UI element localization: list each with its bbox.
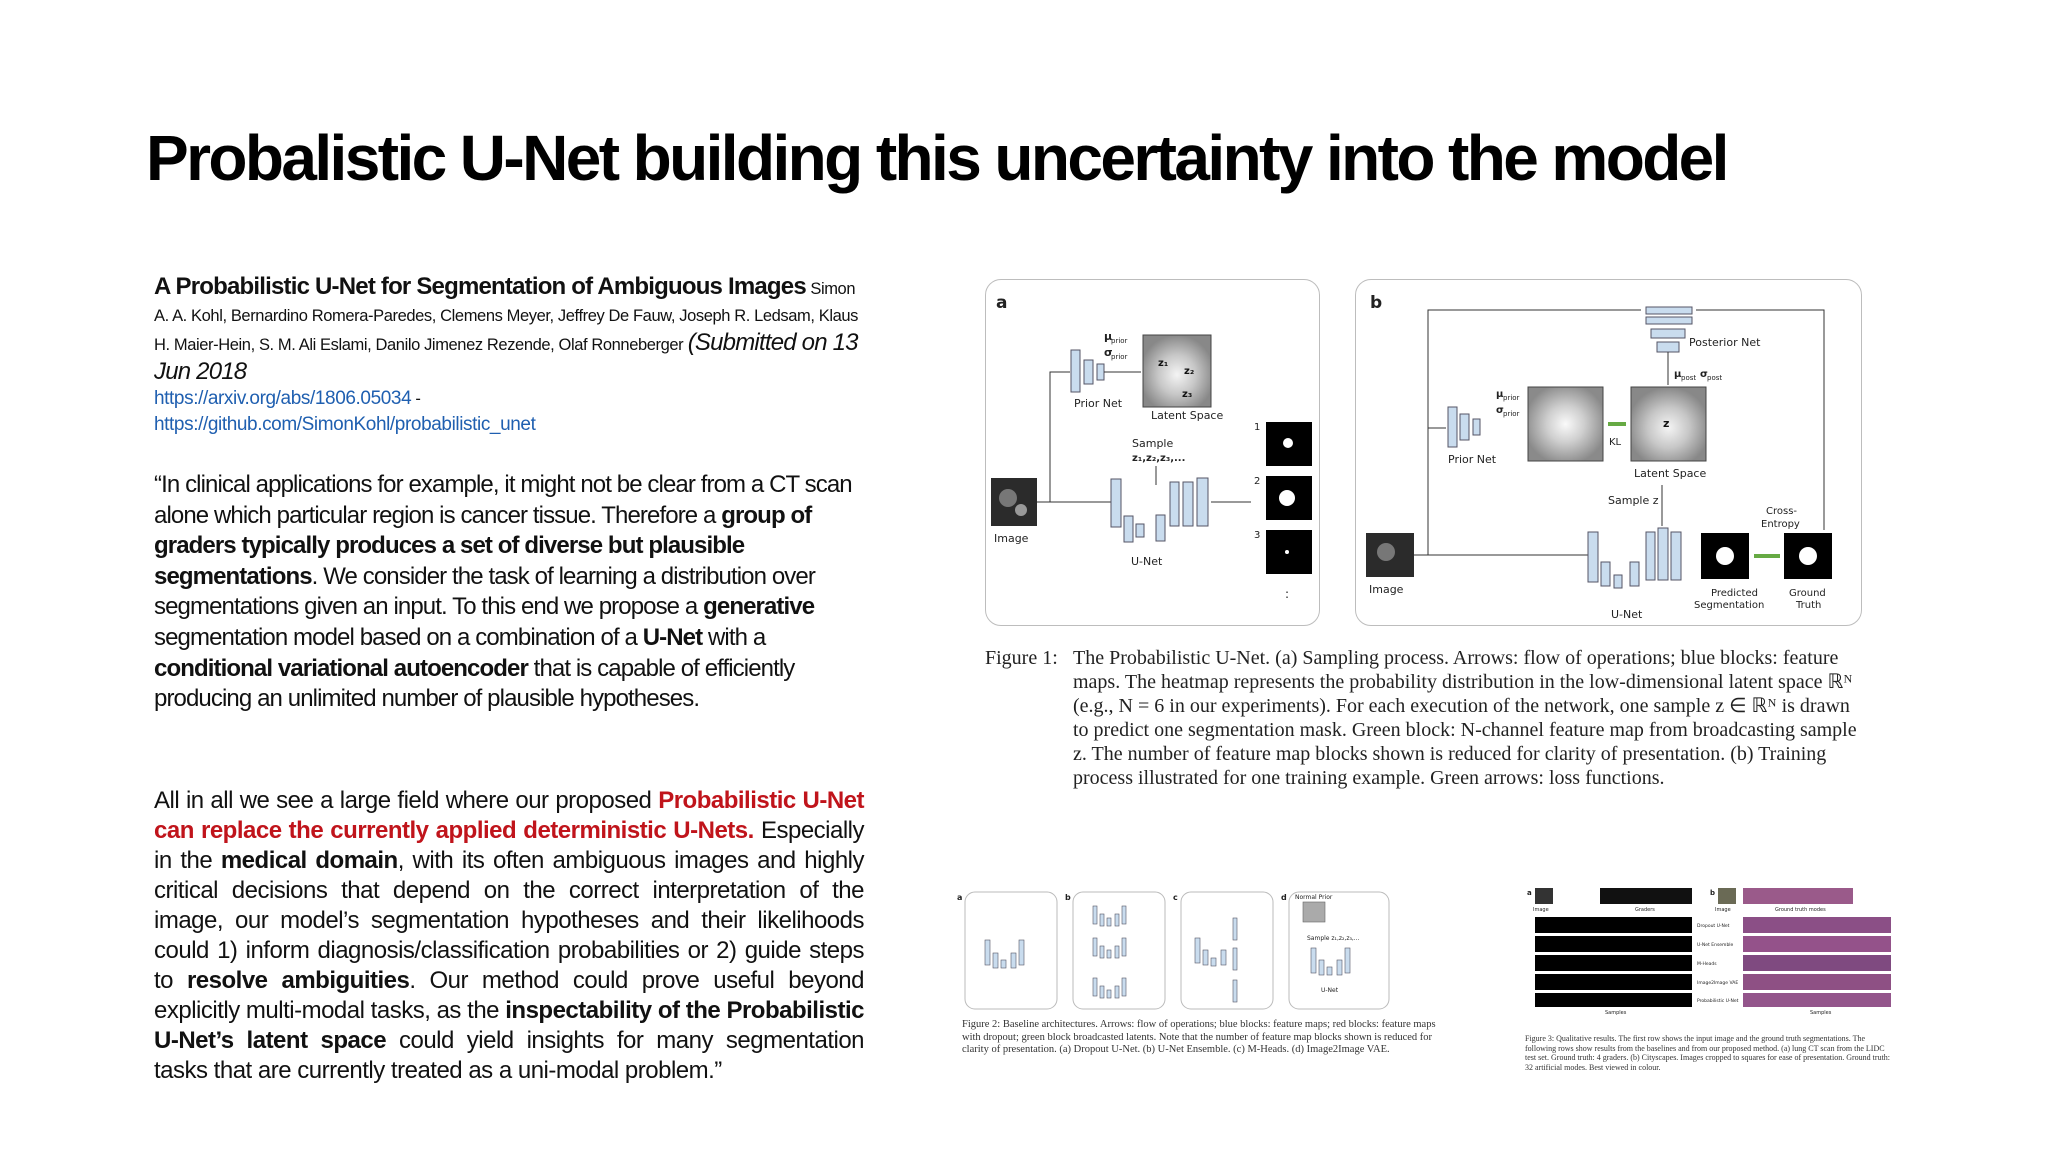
unet-label: U-Net bbox=[1321, 987, 1339, 994]
ct-texture bbox=[999, 489, 1017, 507]
z3-label: z₃ bbox=[1182, 389, 1193, 400]
arxiv-link[interactable]: https://arxiv.org/abs/1806.05034 bbox=[154, 388, 412, 409]
sigma-subscript: prior bbox=[1503, 410, 1520, 418]
paper-submitted-date: (Submitted on 13 Jun 2018 bbox=[154, 329, 858, 385]
sample-z-label: Sample z bbox=[1608, 494, 1659, 507]
feature-block bbox=[1473, 419, 1480, 435]
sigma-subscript: prior bbox=[1111, 353, 1128, 361]
paper-reference bbox=[154, 270, 864, 437]
feature-block bbox=[1448, 407, 1457, 447]
quote-bold: generative bbox=[703, 593, 815, 621]
predicted-label: Segmentation bbox=[1694, 600, 1765, 611]
row-label: M-Heads bbox=[1697, 962, 1717, 967]
latent-space-heatmap bbox=[1143, 335, 1211, 407]
posterior-net-label: Posterior Net bbox=[1689, 336, 1761, 349]
sigma-subscript: post bbox=[1707, 374, 1723, 382]
flow-arrow bbox=[1050, 372, 1070, 502]
mask-blob bbox=[1799, 547, 1817, 565]
figure1-caption bbox=[985, 646, 1865, 790]
unet-block bbox=[1658, 528, 1668, 580]
mu-symbol: μ bbox=[1104, 330, 1113, 343]
unet-block bbox=[1601, 562, 1610, 586]
panel-letter: a bbox=[1527, 889, 1532, 897]
quote-bold: U-Net bbox=[642, 623, 703, 651]
feature-block bbox=[1071, 350, 1080, 392]
kl-label: KL bbox=[1609, 437, 1622, 448]
sample-number: 2 bbox=[1254, 476, 1261, 487]
caption-text: The Probabilistic U-Net. (a) Sampling process. Arrows: flow of operations; blue blocks: feature maps. The heatmap represents the probability distribution in the low-dimensional latent space ℝᴺ (e.g., N = 6 in our experiments). For each execution of the network, one sample z ∈ ℝᴺ is drawn to predict one segmentation mask. Green block: N-channel feature map from broadcasting sample z. The number of feature map blocks shown is reduced for clarity of presentation. (b) Training process illustrated for one training example. Green arrows: loss functions. bbox=[1073, 647, 1857, 789]
feature-block bbox=[1657, 342, 1679, 352]
panel-letter: b bbox=[1710, 889, 1716, 897]
sample-z-label: z₁,z₂,z₃,... bbox=[1132, 453, 1186, 464]
ct-texture bbox=[1015, 504, 1027, 516]
cross-entropy-label: Cross- bbox=[1766, 506, 1798, 517]
feature-block bbox=[1646, 317, 1692, 324]
prior-net-label: Prior Net bbox=[1074, 397, 1123, 410]
mask-blob bbox=[1283, 438, 1293, 448]
predicted-label: Predicted bbox=[1711, 588, 1758, 599]
mu-symbol: μ bbox=[1674, 369, 1682, 380]
mu-subscript: prior bbox=[1111, 337, 1128, 345]
slide-title: Probalistic U-Net building this uncertainty into the model bbox=[146, 122, 1727, 194]
unet-block bbox=[1197, 478, 1208, 526]
quote-text: with a bbox=[702, 623, 766, 651]
github-link[interactable]: https://github.com/SimonKohl/probabilistic_unet bbox=[154, 414, 536, 435]
figure3-grid bbox=[1525, 885, 1895, 1015]
panel-letter: d bbox=[1281, 893, 1287, 902]
feature-block bbox=[1460, 414, 1469, 440]
unet-block bbox=[1614, 575, 1622, 588]
prior-heatmap bbox=[1528, 387, 1603, 461]
quote-bold: group of graders typically produces a set of diverse but plausible segmentations bbox=[154, 501, 812, 590]
caption-label: Figure 1: bbox=[985, 647, 1058, 669]
figure2 bbox=[955, 888, 1435, 1013]
feature-block bbox=[1646, 307, 1692, 314]
latent-space-label: Latent Space bbox=[1151, 409, 1224, 422]
paper-title: A Probabilistic U-Net for Segmentation of Ambiguous Images bbox=[154, 273, 806, 300]
input-image-thumb bbox=[1535, 888, 1553, 904]
unet-block bbox=[1646, 532, 1655, 580]
unet-block bbox=[1183, 482, 1193, 526]
quote-text: segmentation model based on a combination of a bbox=[154, 623, 643, 651]
column-label: Samples bbox=[1810, 1010, 1832, 1015]
prior-net-label: Prior Net bbox=[1448, 453, 1497, 466]
feature-block bbox=[1097, 364, 1104, 380]
z2-label: z₂ bbox=[1184, 366, 1195, 377]
normal-prior-label: Normal Prior bbox=[1295, 894, 1333, 901]
row-label: Probabilistic U-Net bbox=[1697, 999, 1739, 1004]
unet-block bbox=[1136, 524, 1144, 537]
figure3-caption: Figure 3: Qualitative results. The first row shows the input image and the ground truth segmentations. The following rows show results from the baselines and from our proposed method. (a) lung CT scan from the LIDC test set. Ground truth: 4 graders. (b) Cityscapes. Images cropped to squares for ease of presentation. Ground truth: 32 artificial modes. Best viewed in colour. bbox=[1525, 1034, 1891, 1072]
mask-blob bbox=[1279, 490, 1295, 506]
quote-bold: conditional variational autoencoder bbox=[154, 654, 528, 682]
unet-block bbox=[1156, 515, 1165, 541]
column-label: Ground truth modes bbox=[1775, 907, 1826, 913]
sigma-symbol: σ bbox=[1104, 346, 1113, 359]
quote-bold: inspectability of the Probabilistic U-Net’s latent space bbox=[154, 997, 864, 1054]
panel-letter: a bbox=[957, 893, 963, 902]
mu-symbol: μ bbox=[1496, 389, 1504, 400]
abstract-quote bbox=[154, 470, 864, 715]
panel-letter: b bbox=[1065, 893, 1071, 902]
quote-text: could yield insights for many segmentation tasks that are currently treated as a uni-modal problem.” bbox=[154, 1027, 865, 1084]
z1-label: z₁ bbox=[1158, 358, 1169, 369]
mask-blob bbox=[1716, 547, 1734, 565]
ground-truth-label: Truth bbox=[1796, 600, 1822, 611]
input-image-thumb bbox=[1718, 888, 1736, 904]
quote-text: Especially in the bbox=[154, 817, 865, 874]
column-label: Samples bbox=[1605, 1010, 1627, 1015]
row-label: Image2Image VAE bbox=[1697, 981, 1739, 986]
quote-bold: medical domain bbox=[220, 847, 398, 874]
more-samples-dots: : bbox=[1285, 587, 1290, 601]
cross-entropy-label: Entropy bbox=[1761, 519, 1800, 530]
unet-block bbox=[1671, 532, 1681, 580]
z-label: z bbox=[1663, 417, 1670, 430]
normal-prior-heatmap bbox=[1303, 902, 1325, 922]
ct-texture bbox=[1377, 543, 1395, 561]
panel-letter: b bbox=[1370, 293, 1383, 313]
quote-text: All in all we see a large field where our proposed bbox=[154, 787, 659, 814]
unet-label: U-Net bbox=[1611, 608, 1643, 621]
ground-truth-strip bbox=[1743, 888, 1853, 904]
sample-number: 3 bbox=[1254, 530, 1261, 541]
panel-letter: a bbox=[996, 293, 1008, 313]
unet-block bbox=[1588, 532, 1598, 582]
unet-block bbox=[1111, 479, 1121, 527]
graders-strip bbox=[1600, 888, 1692, 904]
figure1-panel-b-diagram bbox=[1356, 280, 1861, 625]
quote-highlight: Probabilistic U-Net can replace the currently applied deterministic U-Nets. bbox=[154, 787, 864, 844]
column-label: Image bbox=[1715, 907, 1731, 913]
row-label: U-Net Ensemble bbox=[1697, 943, 1734, 948]
sample-number: 1 bbox=[1254, 422, 1261, 433]
unet-label: U-Net bbox=[1131, 555, 1163, 568]
image-label: Image bbox=[1369, 583, 1404, 596]
figure2-panel-a bbox=[965, 892, 1057, 1009]
panel-letter: c bbox=[1173, 893, 1178, 902]
figure1-panel-a-diagram bbox=[986, 280, 1319, 625]
unet-block bbox=[1124, 516, 1133, 542]
feature-block bbox=[1084, 360, 1093, 384]
mu-subscript: prior bbox=[1503, 394, 1520, 402]
figure1-panel-a bbox=[985, 279, 1320, 626]
quote-bold: resolve ambiguities bbox=[186, 967, 410, 994]
feature-block bbox=[1651, 329, 1685, 338]
quote-text: , with its often ambiguous images and highly critical decisions that depend on the correct interpretation of the image, our model’s segmentation hypotheses and their likelihoods could 1) inform diagnosis/classification probabilities or 2) guide steps to bbox=[154, 847, 864, 994]
column-label: Graders bbox=[1635, 907, 1655, 913]
quote-text: that is capable of efficiently producing an unlimited number of plausible hypotheses. bbox=[154, 654, 795, 713]
quote-text: “In clinical applications for example, it might not be clear from a CT scan alone which particular region is cancer tissue. Therefore a bbox=[154, 471, 852, 529]
unet-block bbox=[1170, 482, 1179, 526]
latent-space-label: Latent Space bbox=[1634, 467, 1707, 480]
paper-authors: Simon A. A. Kohl, Bernardino Romera-Paredes, Clemens Meyer, Jeffrey De Fauw, Joseph R. Ledsam, Klaus H. Maier-Hein, S. M. Ali Eslami, Danilo Jimenez Rezende, Olaf Ronneberger bbox=[154, 280, 859, 354]
sample-label: Sample bbox=[1132, 437, 1174, 450]
unet-block bbox=[1630, 562, 1639, 586]
figure2-caption: Figure 2: Baseline architectures. Arrows: flow of operations; blue blocks: feature maps; red blocks: feature maps with dropout; green block broadcasted latents. Note that the number of feature map blocks shown is reduced for clarity of presentation. (a) Dropout U-Net. (b) U-Net Ensemble. (c) M-Heads. (d) Image2Image VAE. bbox=[962, 1019, 1436, 1055]
image-label: Image bbox=[994, 532, 1029, 545]
row-label: Dropout U-Net bbox=[1697, 924, 1730, 929]
sample-label: Sample z₁,z₂,z₃,... bbox=[1307, 935, 1360, 942]
figure1-panel-b bbox=[1355, 279, 1862, 626]
mu-subscript: post bbox=[1681, 374, 1697, 382]
quote-text: . Our method could prove useful beyond explicitly multi-modal tasks, as the bbox=[154, 967, 864, 1024]
mask-blob bbox=[1285, 550, 1289, 554]
link-separator: - bbox=[411, 390, 421, 408]
conclusion-quote bbox=[154, 786, 864, 1086]
quote-text: . We consider the task of learning a distribution over segmentations given an input. To this end we propose a bbox=[154, 562, 815, 621]
sigma-symbol: σ bbox=[1700, 369, 1708, 380]
figure3 bbox=[1525, 885, 1895, 1015]
sigma-symbol: σ bbox=[1496, 405, 1504, 416]
column-label: Image bbox=[1533, 907, 1549, 913]
figure2-diagram bbox=[955, 888, 1435, 1013]
ground-truth-label: Ground bbox=[1789, 588, 1826, 599]
